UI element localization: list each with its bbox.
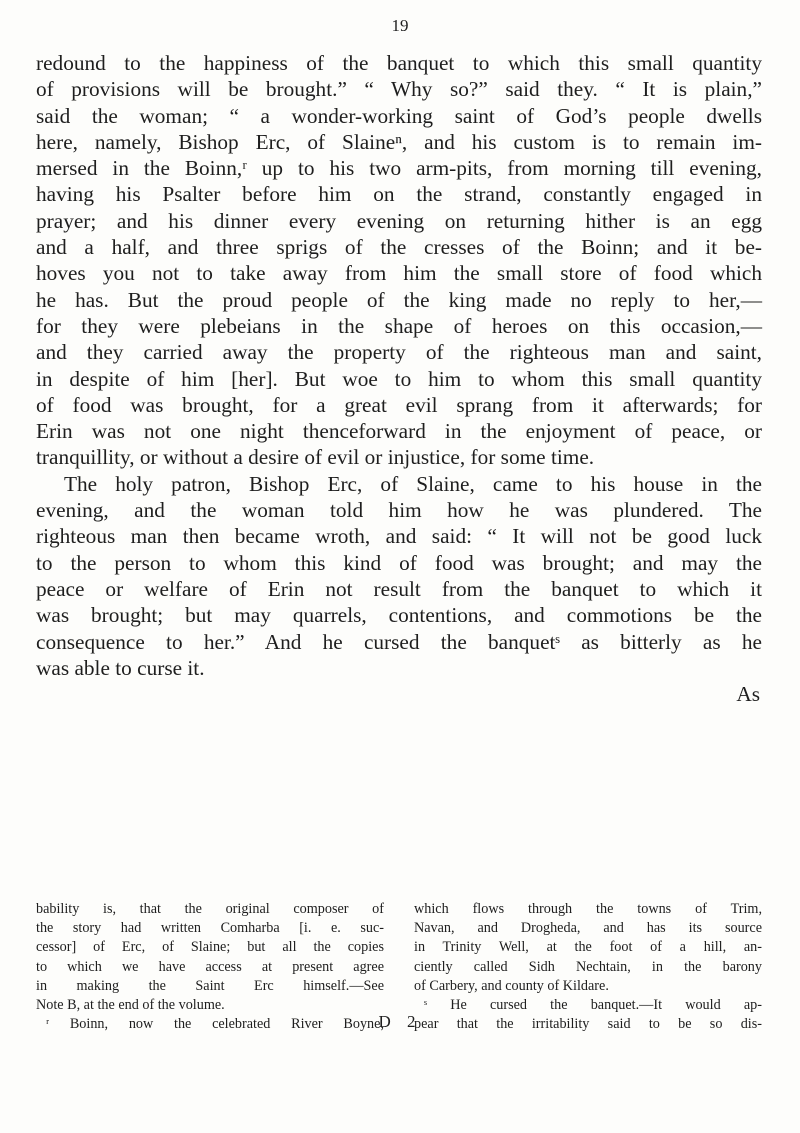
footnote-line: ˢ He cursed the banquet.—It would ap-	[424, 996, 762, 1013]
body-line: in despite of him [her]. But woe to him to whom this small quantity	[36, 366, 762, 391]
footnote-line: in making the Saint Erc himself.—See	[36, 977, 384, 994]
body-line: Erin was not one night thenceforward in the enjoyment of peace, or	[36, 419, 762, 444]
body-line: to the person to whom this kind of food was brought; and may the	[36, 550, 762, 575]
body-line: was able to curse it.	[36, 655, 205, 680]
footnote-line: the story had written Comharba [i. e. suc-	[36, 920, 384, 937]
body-line: mersed in the Boinn,ʳ up to his two arm-pits, from morning till evening,	[36, 156, 762, 181]
footnote-line: ciently called Sidh Nechtain, in the barony	[414, 958, 762, 975]
body-line: The holy patron, Bishop Erc, of Slaine, came to his house in the	[64, 471, 762, 496]
body-text	[36, 50, 762, 707]
body-line: of food was brought, for a great evil sprang from it afterwards; for	[36, 392, 762, 417]
body-line: prayer; and his dinner every evening on returning hither is an egg	[36, 208, 762, 233]
footnote-line: cessor] of Erc, of Slaine; but all the copies	[36, 939, 384, 956]
body-line: of provisions will be brought.” “ Why so?” said they. “ It is plain,”	[36, 77, 762, 102]
body-line: he has. But the proud people of the king made no reply to her,—	[36, 287, 762, 312]
footnote-line: ʳ Boinn, now the celebrated River Boyne,	[46, 1016, 384, 1033]
body-line: for they were plebeians in the shape of heroes on this occasion,—	[36, 313, 762, 338]
footnote-line: which flows through the towns of Trim,	[414, 901, 762, 917]
footnote-line: Note B, at the end of the volume.	[36, 996, 225, 1013]
body-line: consequence to her.” And he cursed the banquetˢ as bitterly as he	[36, 629, 762, 654]
body-line: and they carried away the property of the righteous man and saint,	[36, 340, 762, 365]
body-line: here, namely, Bishop Erc, of Slaineⁿ, and his custom is to remain im-	[36, 129, 762, 154]
catchword: As	[736, 682, 760, 707]
footnote-line: of Carbery, and county of Kildare.	[414, 977, 609, 994]
body-line: tranquillity, or without a desire of evil or injustice, for some time.	[36, 445, 595, 470]
footnote-line: bability is, that the original composer of	[36, 901, 384, 917]
body-line: and a half, and three sprigs of the cresses of the Boinn; and it be-	[36, 235, 762, 260]
signature-mark: D 2	[378, 1012, 422, 1031]
footnote-line: Navan, and Drogheda, and has its source	[414, 920, 762, 937]
body-line: righteous man then became wroth, and said: “ It will not be good luck	[36, 524, 762, 549]
footnote-line: pear that the irritability said to be so dis-	[414, 1016, 762, 1033]
body-line: peace or welfare of Erin not result from the banquet to which it	[36, 576, 762, 601]
body-line: having his Psalter before him on the strand, constantly engaged in	[36, 182, 762, 207]
body-line: said the woman; “ a wonder-working saint of God’s people dwells	[36, 103, 762, 128]
body-line: was brought; but may quarrels, contentions, and commotions be the	[36, 603, 762, 628]
page-number: 19	[391, 16, 409, 35]
body-line: evening, and the woman told him how he was plundered. The	[36, 498, 762, 523]
footnote-line: in Trinity Well, at the foot of a hill, an-	[414, 939, 762, 956]
body-line: hoves you not to take away from him the small store of food which	[36, 261, 762, 286]
footnote-line: to which we have access at present agree	[36, 958, 384, 975]
body-line: redound to the happiness of the banquet to which this small quantity	[36, 51, 762, 75]
